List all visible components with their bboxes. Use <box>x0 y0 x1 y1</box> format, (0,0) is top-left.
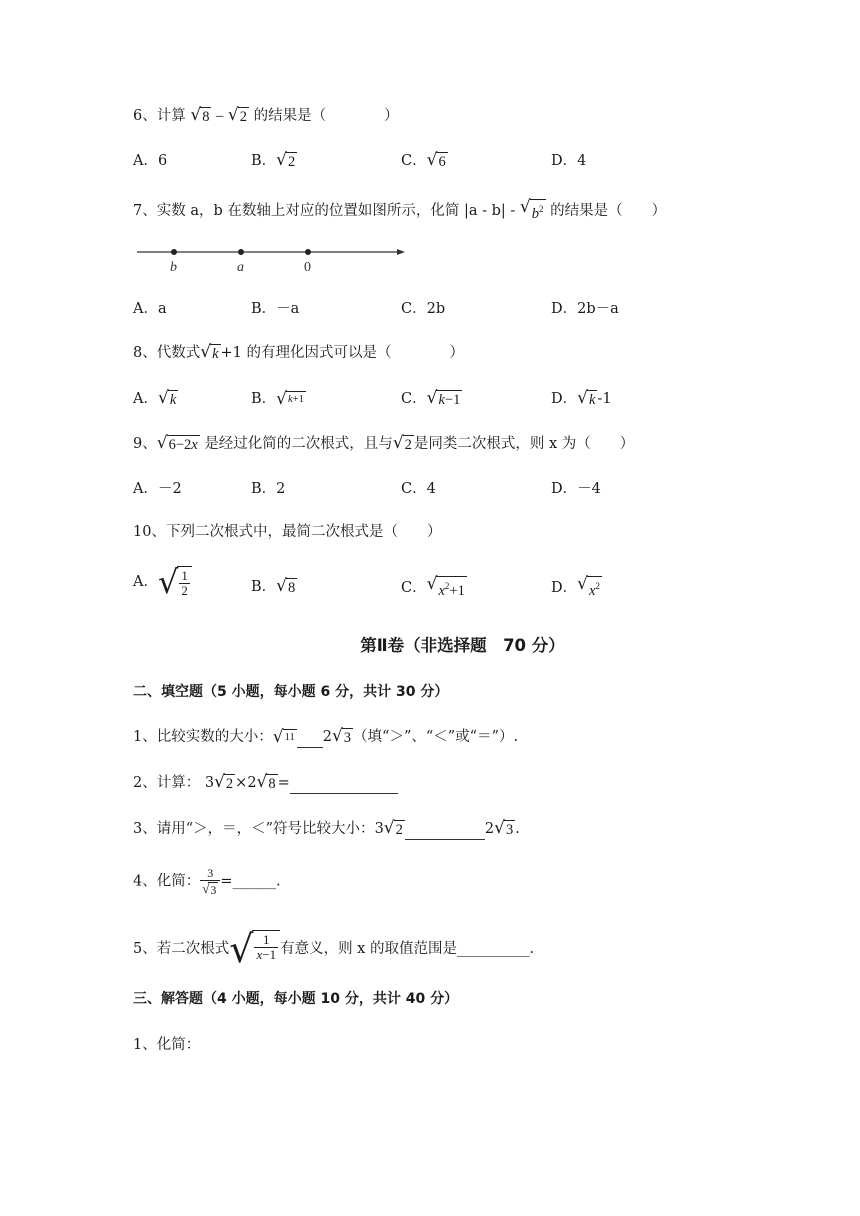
option-d[interactable]: D． √ k -1 <box>551 387 612 408</box>
fill-question-2: 2、计算： 3 √ 2 ×2 √ 8 = <box>133 772 398 794</box>
option-b[interactable]: B．－a <box>251 301 300 317</box>
label-a: a <box>237 260 244 275</box>
option-c[interactable]: C． √ 6 <box>401 149 446 170</box>
fill-question-4: 4、化简： 3 √ 3 =______. <box>133 866 281 897</box>
option-a[interactable]: A．6 <box>133 153 168 169</box>
option-b[interactable]: B． √ 2 <box>251 149 296 170</box>
fill-question-1: 1、比较实数的大小： √ 11 2 √ 3 （填“＞”、“＜”或“＝”）. <box>133 725 519 747</box>
number-line <box>133 240 408 280</box>
option-d[interactable]: D． √ $x^2$ <box>551 574 600 599</box>
question-6: 6、计算 √ 8 – √ 2 的结果是（ ） <box>133 104 399 125</box>
option-a[interactable]: A． √ $\frac{1}{2}$ <box>133 566 192 598</box>
fill-question-3: 3、请用“＞，＝，＜”符号比较大小：3 √ 2 2 √ 3 . <box>133 818 520 840</box>
fill-question-5: 5、若二次根式 √ $\frac{1}{x-1}$ 有意义，则 x 的取值范围是__________. <box>133 927 535 971</box>
part-title: 第Ⅱ卷（非选择题 70 分） <box>360 636 565 655</box>
option-b[interactable]: B．2 <box>251 481 286 497</box>
option-a[interactable]: A．－2 <box>133 481 182 497</box>
point-b <box>171 249 177 255</box>
point-a <box>238 249 244 255</box>
answer-blank[interactable] <box>290 777 398 794</box>
sqrt-expression: √ 8 <box>190 104 210 125</box>
question-7: 7、实数 a，b 在数轴上对应的位置如图所示，化简 |a - b| - √ $b^2$ 的结果是（ ） <box>133 197 667 222</box>
option-c[interactable]: C．2b <box>401 301 446 317</box>
option-c[interactable]: C． √ $x^2+1$ <box>401 574 465 599</box>
answer-blank[interactable] <box>405 823 485 840</box>
option-b[interactable]: B． √ 8 <box>251 575 296 596</box>
point-zero <box>305 249 311 255</box>
option-a[interactable]: A．a <box>133 301 167 317</box>
option-c[interactable]: C．4 <box>401 481 436 497</box>
label-zero: 0 <box>304 260 311 275</box>
sqrt-expression: √ 2 <box>227 104 247 125</box>
option-b[interactable]: B． √ k+1 <box>251 388 304 409</box>
answer-question-1: 1、化简： <box>133 1037 201 1053</box>
option-a[interactable]: A． √ k <box>133 387 177 408</box>
option-c[interactable]: C． √ k−1 <box>401 387 461 408</box>
question-8: 8、代数式 √ k +1 的有理化因式可以是（ ） <box>133 341 464 362</box>
section-header-fill: 二、填空题（5 小题，每小题 6 分，共计 30 分） <box>133 684 449 700</box>
option-d[interactable]: D．2b－a <box>551 301 619 317</box>
sqrt-expression: √ $b^2$ <box>519 197 544 222</box>
question-9: 9、 √ 6−2x 是经过化简的二次根式，且与 √ 2 是同类二次根式，则 x 为（ ） <box>133 432 635 453</box>
section-header-answer: 三、解答题（4 小题，每小题 10 分，共计 40 分） <box>133 991 459 1007</box>
label-b: b <box>170 260 177 275</box>
answer-blank[interactable] <box>297 731 323 748</box>
question-10: 10、下列二次根式中，最简二次根式是（ ） <box>133 524 442 540</box>
option-d[interactable]: D．－4 <box>551 481 601 497</box>
option-d[interactable]: D．4 <box>551 153 587 169</box>
